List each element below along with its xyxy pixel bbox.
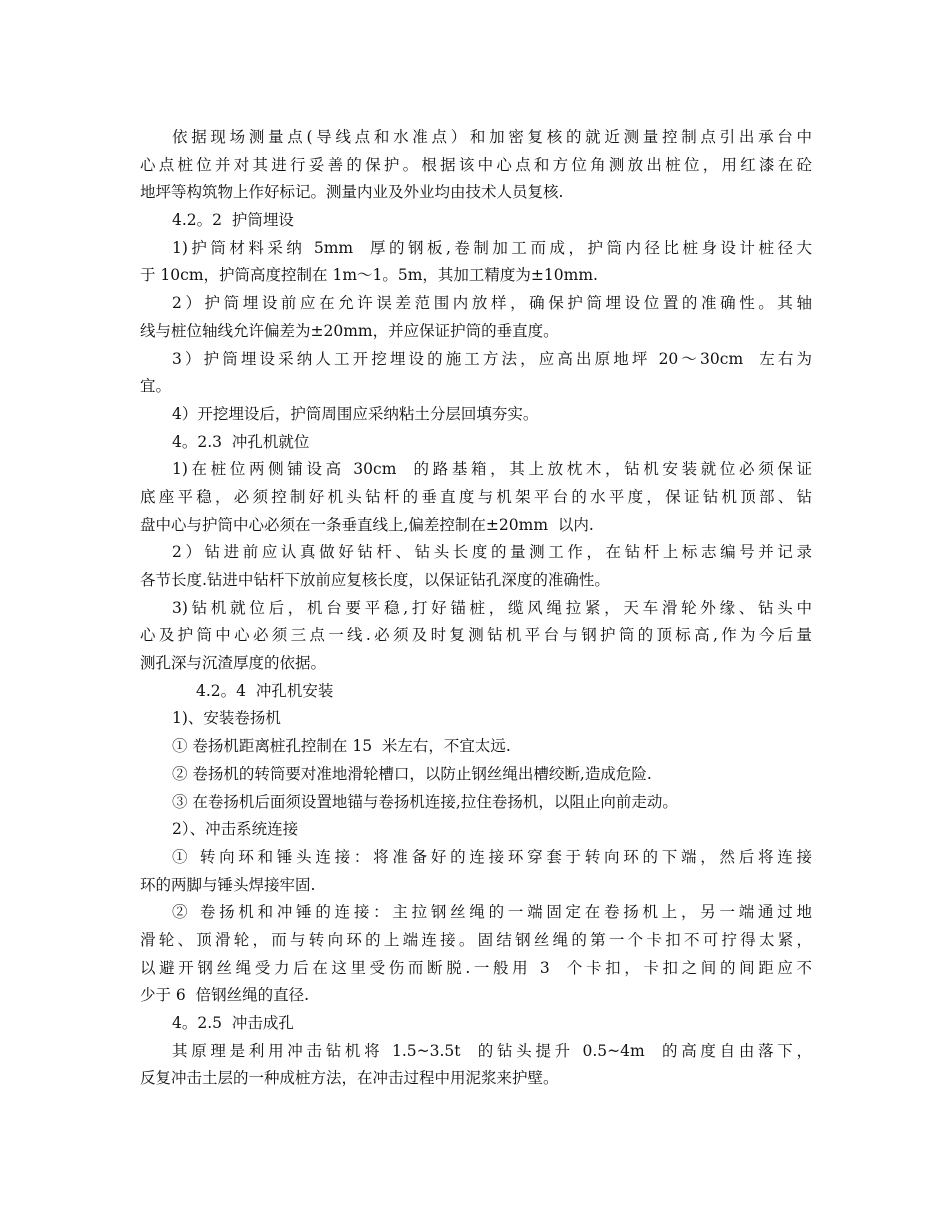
text-line: ① 卷扬机距离桩孔控制在 15 米左右，不宜太远. bbox=[172, 737, 511, 756]
text-line: 线与桩位轴线允许偏差为±20mm，并应保证护筒的垂直度。 bbox=[140, 321, 559, 340]
text-line: 1)、安装卷扬机 bbox=[172, 709, 281, 728]
text-line: 4。2.5 冲击成孔 bbox=[172, 1014, 294, 1032]
text-line: 2）护筒埋设前应在允许误差范围内放样，确保护筒埋设位置的准确性。其轴 bbox=[172, 294, 812, 313]
text-line: ② 卷扬机的转筒要对准地滑轮槽口，以防止钢丝绳出槽绞断,造成危险. bbox=[172, 764, 652, 783]
text-line: 滑轮、顶滑轮，而与转向环的上端连接。固结钢丝绳的第一个卡扣不可拧得太紧， bbox=[140, 930, 812, 949]
text-line: 盘中心与护筒中心必须在一条垂直线上,偏差控制在±20mm 以内. bbox=[140, 515, 594, 534]
text-line: ③ 在卷扬机后面须设置地锚与卷扬机连接,拉住卷扬机，以阻止向前走动。 bbox=[172, 792, 678, 811]
text-line: 其原理是利用冲击钻机将 1.5~3.5t 的钻头提升 0.5~4m 的高度自由落下， bbox=[172, 1041, 812, 1060]
text-line: 环的两脚与锤头焊接牢固. bbox=[140, 875, 316, 894]
text-line: 2）、冲击系统连接 bbox=[172, 820, 299, 839]
text-line: 宜。 bbox=[140, 377, 172, 396]
text-line: 反复冲击土层的一种成桩方法，在冲击过程中用泥浆来护壁。 bbox=[140, 1069, 559, 1088]
text-line: 1)在桩位两侧铺设高 30cm 的路基箱，其上放枕木，钻机安装就位必须保证 bbox=[172, 460, 812, 479]
document-page bbox=[140, 124, 812, 1093]
text-line: 各节长度.钻进中钻杆下放前应复核长度，以保证钻孔深度的准确性。 bbox=[140, 571, 610, 589]
text-line: 1)护筒材料采纳 5mm 厚的钢板,卷制加工而成，护筒内径比桩身设计桩径大 bbox=[172, 238, 812, 257]
text-line: 4）开挖埋设后，护筒周围应采纳粘土分层回填夯实。 bbox=[172, 404, 539, 423]
text-line: 3）护筒埋设采纳人工开挖埋设的施工方法，应高出原地坪 20～30cm 左右为 bbox=[172, 349, 812, 368]
text-line: 地坪等构筑物上作好标记。测量内业及外业均由技术人员复核. bbox=[140, 183, 564, 202]
text-line: 心及护筒中心必须三点一线.必须及时复测钻机平台与钢护筒的顶标高,作为今后量 bbox=[140, 626, 812, 645]
text-line: 3)钻机就位后，机台要平稳,打好锚桩，缆风绳拉紧，天车滑轮外缘、钻头中 bbox=[172, 598, 812, 617]
text-line: ① 转向环和锤头连接：将准备好的连接环穿套于转向环的下端，然后将连接 bbox=[172, 847, 812, 866]
text-line: 少于 6 倍钢丝绳的直径. bbox=[140, 986, 310, 1005]
text-line: 以避开钢丝绳受力后在这里受伤而断脱.一般用 3 个卡扣，卡扣之间的间距应不 bbox=[140, 958, 812, 977]
text-line: 于 10cm，护筒高度控制在 1m～1。5m，其加工精度为±10mm. bbox=[140, 266, 598, 285]
text-line: 心点桩位并对其进行妥善的保护。根据该中心点和方位角测放出桩位，用红漆在砼 bbox=[140, 155, 812, 174]
text-line: 依据现场测量点(导线点和水准点）和加密复核的就近测量控制点引出承台中 bbox=[172, 128, 812, 146]
text-line: 4。2.3 冲孔机就位 bbox=[172, 432, 310, 451]
text-line: 底座平稳，必须控制好机头钻杆的垂直度与机架平台的水平度，保证钻机顶部、钻 bbox=[140, 487, 812, 506]
text-line: ② 卷扬机和冲锤的连接：主拉钢丝绳的一端固定在卷扬机上，另一端通过地 bbox=[172, 903, 812, 922]
text-line: 4.2。4 冲孔机安装 bbox=[196, 681, 334, 700]
text-line: 4.2。2 护筒埋设 bbox=[172, 211, 294, 230]
text-line: 测孔深与沉渣厚度的依据。 bbox=[140, 654, 327, 673]
text-line: 2）钻进前应认真做好钻杆、钻头长度的量测工作，在钻杆上标志编号并记录 bbox=[172, 543, 812, 562]
